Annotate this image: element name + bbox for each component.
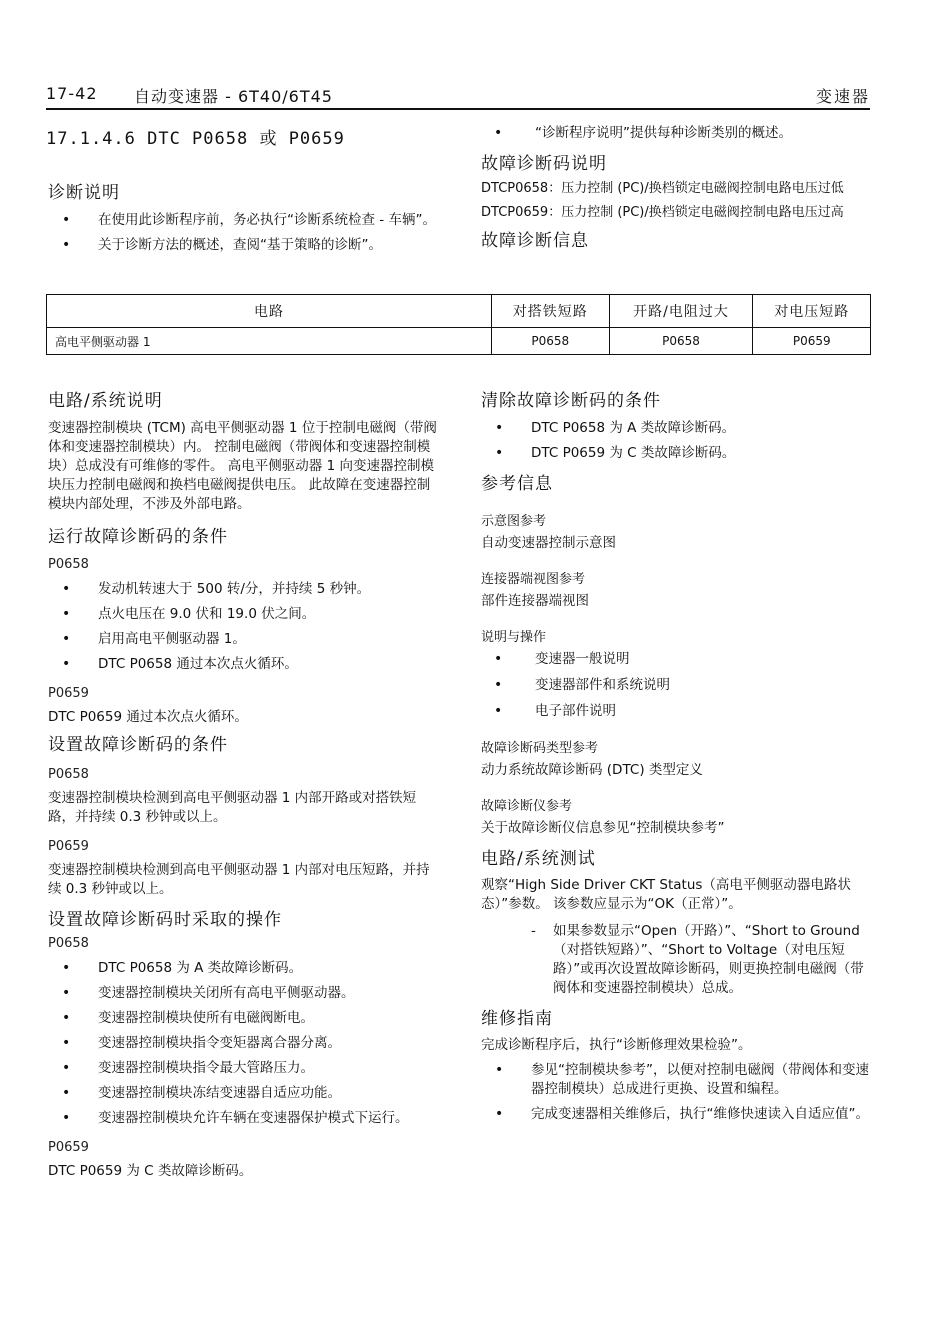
- set-p0659-label: P0659: [48, 839, 89, 854]
- conn-link[interactable]: 部件连接器端视图: [481, 593, 589, 609]
- list-item: • 在使用此诊断程序前，务必执行“诊断系统检查 - 车辆”。: [48, 211, 448, 230]
- right-top-block: [481, 124, 873, 251]
- left-column: [48, 386, 438, 1181]
- list-item: • 变速器控制模块允许车辆在变速器保护模式下运行。: [48, 1109, 438, 1128]
- table-row: [47, 328, 871, 355]
- test-step-text: 如果参数显示“Open（开路）”、“Short to Ground（对搭铁短路）”、“Short to Voltage（对电压短路）”或再次设置故障诊断码，则更换控制电磁阀（带阀体和变速器控制模块）总成。: [553, 923, 864, 996]
- action-p0658-label: P0658: [48, 936, 89, 951]
- code-desc-heading: 故障诊断码说明: [481, 154, 607, 174]
- tool-text: 关于故障诊断仪信息参见“控制模块参考”: [481, 820, 725, 836]
- list-item: • DTC P0659 为 C 类故障诊断码。: [481, 444, 873, 463]
- table-header: 对搭铁短路: [492, 295, 610, 328]
- chapter-title: 自动变速器 - 6T40/6T45: [134, 87, 333, 106]
- test-step: [481, 922, 873, 998]
- ref-heading: 参考信息: [481, 474, 553, 494]
- type-link[interactable]: 动力系统故障诊断码 (DTC) 类型定义: [481, 762, 703, 778]
- section-title: 17.1.4.6 DTC P0658 或 P0659: [46, 129, 345, 149]
- list-item: • 启用高电平侧驱动器 1。: [48, 630, 438, 649]
- circuit-text: 变速器控制模块 (TCM) 高电平侧驱动器 1 位于控制电磁阀（带阀体和变速器控制模块）内。 控制电磁阀（带阀体和变速器控制模块）总成没有可维修的零件。 高电平侧驱动器 1 向变速器控制模块压力控制电磁阀和换档电磁阀提供电压。 此故障在变速器控制模块内部处理，不涉及外部电路。: [48, 420, 437, 512]
- diag-desc-block: [48, 178, 448, 255]
- set-p0658-text: 变速器控制模块检测到高电平侧驱动器 1 内部开路或对搭铁短路，并持续 0.3 秒钟或以上。: [48, 790, 417, 825]
- table-cell: P0658: [492, 328, 610, 355]
- set-p0659-text: 变速器控制模块检测到高电平侧驱动器 1 内部对电压短路，并持续 0.3 秒钟或以上。: [48, 862, 430, 897]
- table-header: 开路/电阻过大: [609, 295, 753, 328]
- list-item: • 变速器控制模块指令最大管路压力。: [48, 1059, 438, 1078]
- list-item: • 关于诊断方法的概述，查阅“基于策略的诊断”。: [48, 236, 448, 255]
- list-item: • 点火电压在 9.0 伏和 19.0 伏之间。: [48, 605, 438, 624]
- run-heading: 运行故障诊断码的条件: [48, 527, 228, 547]
- code-desc-p0658: DTCP0658：压力控制 (PC)/换档锁定电磁阀控制电路电压过低: [481, 181, 844, 196]
- list-item: • “诊断程序说明”提供每种诊断类别的概述。: [481, 124, 873, 143]
- clear-heading: 清除故障诊断码的条件: [481, 391, 661, 411]
- action-p0659-label: P0659: [48, 1140, 89, 1155]
- circuit-heading: 电路/系统说明: [48, 391, 163, 411]
- table-header: 电路: [47, 295, 492, 328]
- run-p0659-label: P0659: [48, 686, 89, 701]
- diag-info-heading: 故障诊断信息: [481, 231, 589, 251]
- desc-link[interactable]: • 电子部件说明: [481, 702, 873, 721]
- list-item: • 变速器控制模块关闭所有高电平侧驱动器。: [48, 984, 438, 1003]
- set-p0658-label: P0658: [48, 767, 89, 782]
- list-item: • DTC P0658 为 A 类故障诊断码。: [48, 959, 438, 978]
- schem-link[interactable]: 自动变速器控制示意图: [481, 535, 616, 551]
- right-column: [481, 386, 873, 1124]
- list-item: • 完成变速器相关维修后，执行“维修快速读入自适应值”。: [481, 1105, 873, 1124]
- list-item: • 变速器控制模块使所有电磁阀断电。: [48, 1009, 438, 1028]
- repair-text: 完成诊断程序后，执行“诊断修理效果检验”。: [481, 1037, 752, 1053]
- repair-heading: 维修指南: [481, 1009, 553, 1029]
- dash-marker: -: [531, 923, 536, 939]
- section-name: 变速器: [815, 87, 870, 106]
- table-header: 对电压短路: [753, 295, 871, 328]
- list-item: • 变速器控制模块冻结变速器自适应功能。: [48, 1084, 438, 1103]
- list-item: • 发动机转速大于 500 转/分，并持续 5 秒钟。: [48, 580, 438, 599]
- code-desc-p0659: DTCP0659：压力控制 (PC)/换档锁定电磁阀控制电路电压过高: [481, 205, 844, 220]
- list-item: • 参见“控制模块参考”，以便对控制电磁阀（带阀体和变速器控制模块）总成进行更换、设置和编程。: [481, 1061, 873, 1099]
- list-item: • DTC P0658 为 A 类故障诊断码。: [481, 419, 873, 438]
- run-p0659-text: DTC P0659 通过本次点火循环。: [48, 709, 248, 725]
- test-heading: 电路/系统测试: [481, 849, 596, 869]
- table-cell: 高电平侧驱动器 1: [47, 328, 492, 355]
- action-p0659-text: DTC P0659 为 C 类故障诊断码。: [48, 1163, 253, 1179]
- list-item: • 变速器控制模块指令变矩器离合器分离。: [48, 1034, 438, 1053]
- diag-desc-heading: 诊断说明: [48, 183, 120, 203]
- page-header: [46, 84, 870, 110]
- desc-link[interactable]: • 变速器一般说明: [481, 650, 873, 669]
- desc-link[interactable]: • 变速器部件和系统说明: [481, 676, 873, 695]
- dtc-table: [46, 294, 871, 355]
- page-number: 17-42: [46, 84, 98, 103]
- conn-label: 连接器端视图参考: [481, 572, 586, 587]
- table-cell: P0659: [753, 328, 871, 355]
- test-text: 观察“High Side Driver CKT Status（高电平侧驱动器电路状态）”参数。 该参数应显示为“OK（正常）”。: [481, 877, 851, 912]
- type-label: 故障诊断码类型参考: [481, 741, 599, 756]
- desc-label: 说明与操作: [481, 630, 547, 645]
- table-header-row: [47, 295, 871, 328]
- set-heading: 设置故障诊断码的条件: [48, 735, 228, 755]
- schem-label: 示意图参考: [481, 514, 547, 529]
- list-item: • DTC P0658 通过本次点火循环。: [48, 655, 438, 674]
- run-p0658-label: P0658: [48, 557, 89, 572]
- table-cell: P0658: [609, 328, 753, 355]
- tool-label: 故障诊断仪参考: [481, 799, 573, 814]
- action-heading: 设置故障诊断码时采取的操作: [48, 910, 282, 930]
